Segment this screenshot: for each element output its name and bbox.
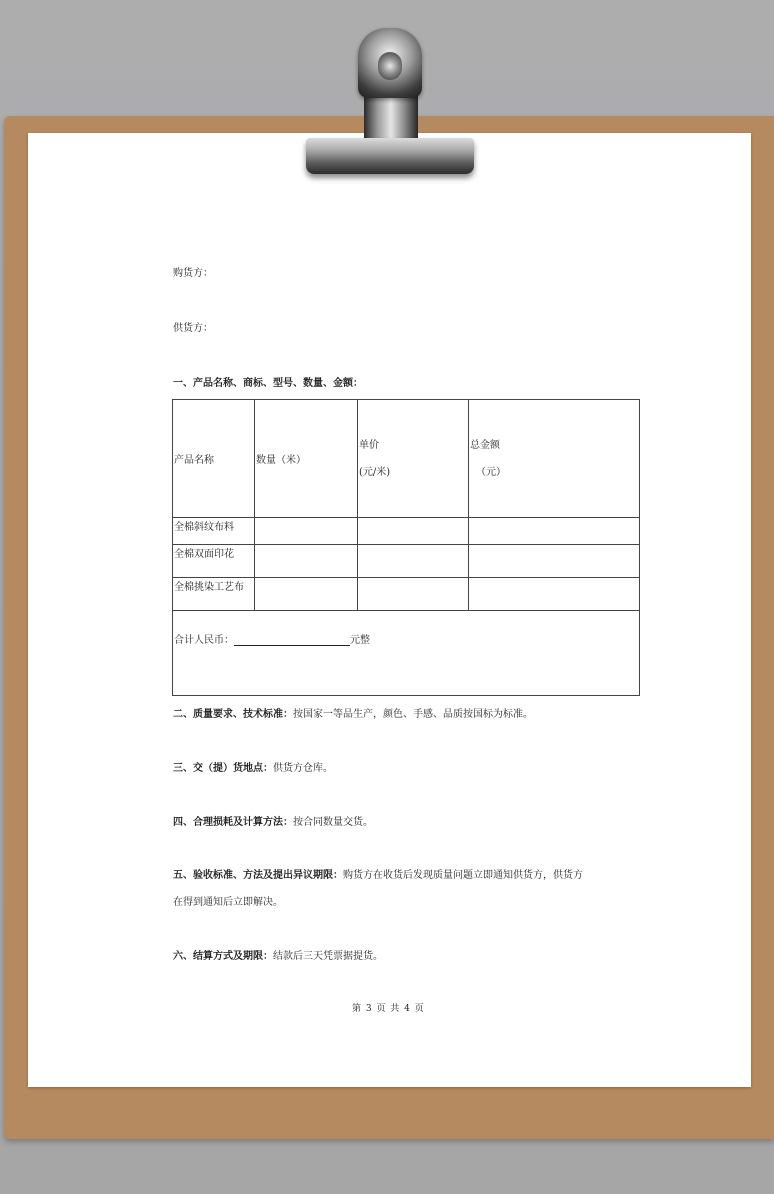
- table-row: [173, 545, 640, 578]
- row-name: 全棉双面印花: [173, 545, 255, 578]
- section5-text-line2: 在得到通知后立即解决。: [173, 897, 283, 908]
- section1-title: 一、产品名称、商标、型号、数量、金额：: [173, 378, 363, 389]
- section4: [173, 813, 373, 828]
- total-cell: [173, 611, 640, 696]
- section3: [173, 759, 333, 774]
- table-total-row: [173, 611, 640, 696]
- section6: [173, 947, 383, 962]
- section5: [173, 866, 583, 881]
- buyer-label: 购货方：: [173, 268, 213, 279]
- section2-text: 按国家一等品生产，颜色、手感、品质按国标为标准。: [293, 709, 533, 720]
- section5-title: 五、验收标准、方法及提出异议期限：: [173, 870, 343, 881]
- section5-text-line1: 购货方在收货后发现质量问题立即通知供货方，供货方: [343, 870, 583, 881]
- header-total: 总金额 （元）: [469, 400, 640, 518]
- section3-text: 供货方仓库。: [273, 763, 333, 774]
- clip-hole: [378, 52, 402, 80]
- header-quantity: 数量（米）: [255, 400, 358, 518]
- section4-title: 四、合理损耗及计算方法：: [173, 817, 293, 828]
- header-name: 产品名称: [173, 400, 255, 518]
- row-name: 全棉斜纹布料: [173, 518, 255, 545]
- row-name: 全棉挑染工艺布: [173, 578, 255, 611]
- clip-base: [306, 138, 474, 174]
- section6-text: 结款后三天凭票据提货。: [273, 951, 383, 962]
- page-footer: 第 3 页 共 4 页: [352, 1004, 425, 1014]
- table-row: [173, 518, 640, 545]
- section2: [173, 705, 533, 720]
- section3-title: 三、交（提）货地点：: [173, 763, 273, 774]
- section6-title: 六、结算方式及期限：: [173, 951, 273, 962]
- table-row: [173, 578, 640, 611]
- product-table: [172, 399, 640, 696]
- supplier-label: 供货方：: [173, 323, 213, 334]
- header-unit-price: 单价 (元/米): [358, 400, 469, 518]
- section4-text: 按合同数量交货。: [293, 817, 373, 828]
- total-label: 合计人民币：: [174, 635, 234, 646]
- section2-title: 二、质量要求、技术标准：: [173, 709, 293, 720]
- total-suffix: 元整: [350, 635, 370, 646]
- total-blank-line: [234, 635, 350, 646]
- table-header-row: [173, 400, 640, 518]
